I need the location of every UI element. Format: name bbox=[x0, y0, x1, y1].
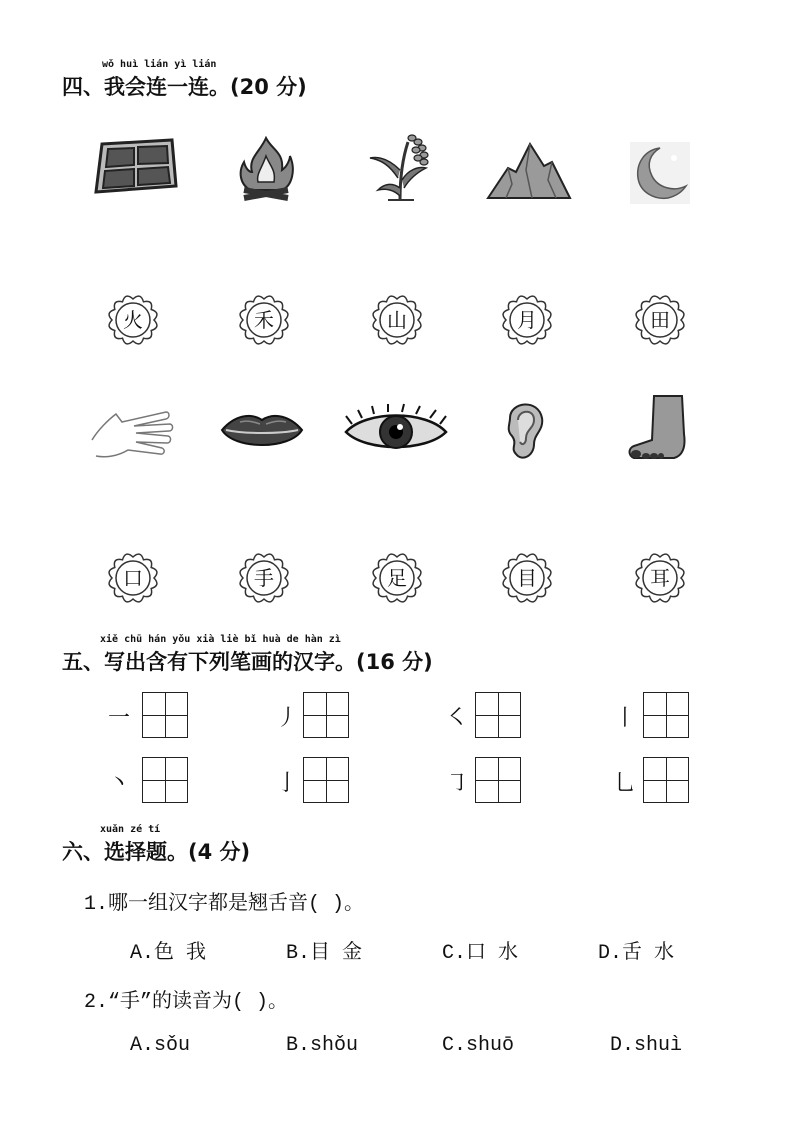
q2-option-c[interactable]: C.shuō bbox=[442, 1034, 515, 1057]
section5-heading: 五、写出含有下列笔画的汉字。(16 分) bbox=[62, 650, 433, 674]
char-label: 口 bbox=[123, 566, 143, 590]
ear-picture bbox=[498, 396, 548, 462]
q1-option-d[interactable]: D.舌 水 bbox=[598, 942, 675, 965]
char-label: 耳 bbox=[650, 566, 670, 590]
q1-option-b[interactable]: B.目 金 bbox=[286, 942, 363, 965]
q2-option-b[interactable]: B.shǒu bbox=[286, 1034, 359, 1057]
section4-pinyin: wǒ huì lián yì lián bbox=[102, 59, 217, 70]
grain-picture bbox=[366, 130, 436, 202]
char-label: 手 bbox=[254, 566, 274, 590]
q1-option-a[interactable]: A.色 我 bbox=[130, 942, 207, 965]
fire-picture bbox=[236, 136, 296, 202]
char-label: 禾 bbox=[254, 308, 274, 332]
flower-char-shan[interactable] bbox=[370, 293, 424, 347]
q2-option-a[interactable]: A.sǒu bbox=[130, 1034, 191, 1057]
flower-char-zu[interactable] bbox=[370, 551, 424, 605]
flower-char-he[interactable] bbox=[237, 293, 291, 347]
flower-char-er[interactable] bbox=[633, 551, 687, 605]
char-label: 火 bbox=[123, 308, 143, 332]
writing-grid[interactable] bbox=[643, 692, 689, 738]
writing-grid[interactable] bbox=[643, 757, 689, 803]
mouth-picture bbox=[220, 410, 304, 454]
section4-heading: 四、我会连一连。(20 分) bbox=[62, 75, 307, 99]
flower-char-yue[interactable] bbox=[500, 293, 554, 347]
mountain-picture bbox=[486, 140, 572, 200]
flower-char-mu[interactable] bbox=[500, 551, 554, 605]
q1-option-c[interactable]: C.口 水 bbox=[442, 942, 519, 965]
writing-grid[interactable] bbox=[303, 757, 349, 803]
moon-picture bbox=[630, 142, 690, 204]
stroke-label: 丨 bbox=[613, 706, 636, 731]
flower-char-huo[interactable] bbox=[106, 293, 160, 347]
eye-picture bbox=[342, 402, 450, 460]
field-picture bbox=[90, 136, 180, 196]
foot-picture bbox=[626, 394, 690, 462]
char-label: 山 bbox=[387, 308, 407, 332]
stroke-label: 亅 bbox=[275, 771, 298, 796]
stroke-label: 乚 bbox=[613, 771, 636, 796]
flower-char-shou[interactable] bbox=[237, 551, 291, 605]
question-1: 1.哪一组汉字都是翘舌音( )。 bbox=[84, 893, 365, 916]
writing-grid[interactable] bbox=[142, 692, 188, 738]
section6-heading: 六、选择题。(4 分) bbox=[62, 840, 251, 864]
section6-pinyin: xuǎn zé tí bbox=[100, 824, 161, 835]
stroke-label: 一 bbox=[107, 706, 130, 731]
flower-char-kou[interactable] bbox=[106, 551, 160, 605]
char-label: 足 bbox=[387, 566, 407, 590]
writing-grid[interactable] bbox=[475, 692, 521, 738]
char-label: 目 bbox=[517, 566, 537, 590]
stroke-label: ㇆ bbox=[445, 771, 468, 796]
stroke-label: 丶 bbox=[107, 771, 130, 796]
char-label: 月 bbox=[517, 308, 537, 332]
stroke-label: ㇛ bbox=[445, 706, 468, 731]
q2-option-d[interactable]: D.shuì bbox=[610, 1034, 683, 1057]
writing-grid[interactable] bbox=[303, 692, 349, 738]
stroke-label: 丿 bbox=[275, 706, 298, 731]
question-2: 2.“手”的读音为( )。 bbox=[84, 991, 289, 1014]
writing-grid[interactable] bbox=[475, 757, 521, 803]
char-label: 田 bbox=[650, 308, 670, 332]
writing-grid[interactable] bbox=[142, 757, 188, 803]
flower-char-tian[interactable] bbox=[633, 293, 687, 347]
hand-picture bbox=[88, 400, 174, 460]
section5-pinyin: xiě chū hán yǒu xià liè bǐ huà de hàn zì bbox=[100, 634, 341, 645]
